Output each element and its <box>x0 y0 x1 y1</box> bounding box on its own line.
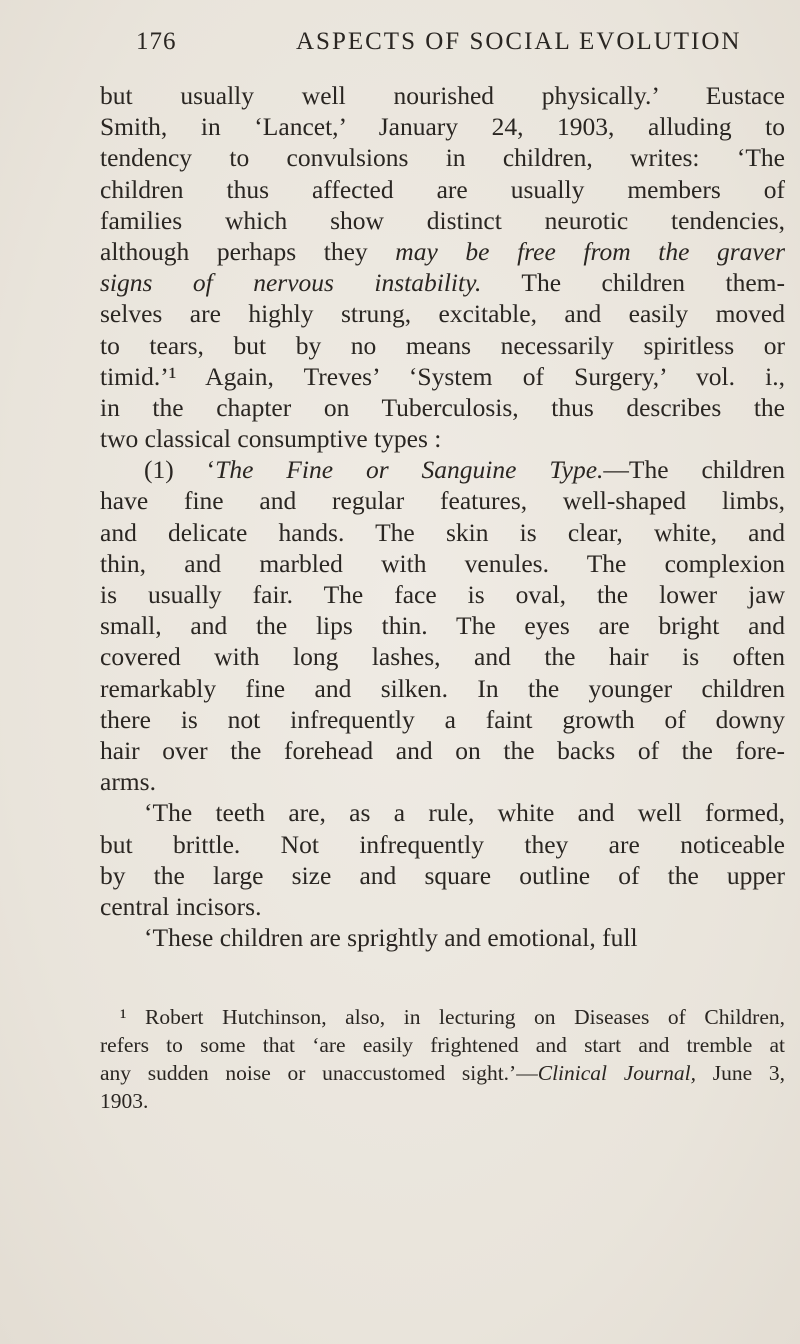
text-line: Smith, in ‘Lancet,’ January 24, 1903, alluding to <box>100 112 785 142</box>
text-line: but brittle. Not infrequently they are noticeable <box>100 829 785 859</box>
text-line: selves are highly strung, excitable, and easily moved <box>100 299 785 329</box>
footnote-line: any sudden noise or unaccustomed sight.’—Clinical Journal, June 3, <box>100 1061 785 1085</box>
text-line: tendency to convulsions in children, writes: ‘The <box>100 143 785 173</box>
footnotes <box>100 1003 785 1115</box>
text-line: two classical consumptive types : <box>100 424 442 454</box>
text-line: in the chapter on Tuberculosis, thus describes the <box>100 392 785 422</box>
text-line: central incisors. <box>100 891 262 921</box>
text-line: to tears, but by no means necessarily spiritless or <box>100 330 785 360</box>
text-line: small, and the lips thin. The eyes are bright and <box>100 611 785 641</box>
body-text <box>100 80 785 953</box>
footnote-line: 1903. <box>100 1089 149 1113</box>
text-line: have fine and regular features, well-shaped limbs, <box>100 486 785 516</box>
running-head: ASPECTS OF SOCIAL EVOLUTION <box>296 28 742 55</box>
text-line: signs of nervous instability. The children them- <box>100 268 785 298</box>
text-line: ‘These children are sprightly and emotional, full <box>144 923 638 953</box>
text-line: by the large size and square outline of the upper <box>100 860 785 890</box>
page-number: 176 <box>136 28 177 55</box>
text-line: arms. <box>100 767 156 797</box>
text-line: hair over the forehead and on the backs of the fore- <box>100 735 785 765</box>
page-header <box>136 28 756 62</box>
text-line: remarkably fine and silken. In the younger children <box>100 673 785 703</box>
text-line: although perhaps they may be free from the graver <box>100 236 785 266</box>
text-line: timid.’¹ Again, Treves’ ‘System of Surgery,’ vol. i., <box>100 361 785 391</box>
text-line: covered with long lashes, and the hair is often <box>100 642 785 672</box>
text-line: is usually fair. The face is oval, the lower jaw <box>100 580 785 609</box>
text-line: (1) ‘The Fine or Sanguine Type.—The children <box>144 455 785 485</box>
text-line: but usually well nourished physically.’ Eustace <box>100 81 785 110</box>
footnote-line: refers to some that ‘are easily frightened and start and tremble at <box>100 1033 785 1057</box>
text-line: and delicate hands. The skin is clear, white, and <box>100 517 785 547</box>
text-line: there is not infrequently a faint growth of downy <box>100 704 785 734</box>
text-line: children thus affected are usually members of <box>100 174 785 204</box>
footnote-line: ¹ Robert Hutchinson, also, in lecturing on Diseases of Children, <box>120 1005 785 1029</box>
text-line: families which show distinct neurotic tendencies, <box>100 205 785 235</box>
text-line: thin, and marbled with venules. The complexion <box>100 548 785 578</box>
text-line: ‘The teeth are, as a rule, white and well formed, <box>144 798 785 828</box>
